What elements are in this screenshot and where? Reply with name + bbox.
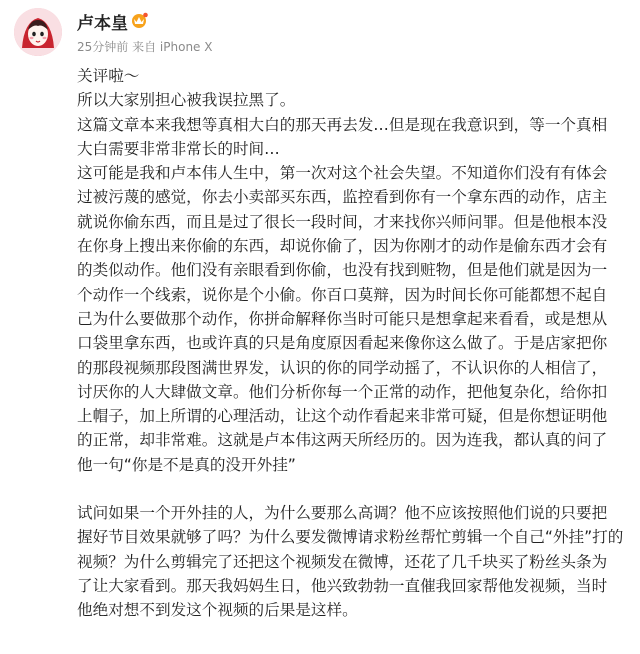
paragraph: 这篇文章本来我想等真相大白的那天再去发…但是现在我意识到，等一个真相 大白需要非常非常长的时间…: [77, 115, 608, 158]
paragraph: 关评啦～: [77, 67, 140, 85]
post-meta: [77, 38, 212, 55]
paragraph: 所以大家别担心被我误拉黑了。: [77, 91, 296, 110]
avatar[interactable]: [14, 8, 62, 56]
author-name[interactable]: 卢本皇: [77, 14, 128, 34]
avatar-girl-icon: [14, 8, 62, 56]
paragraph: 这可能是我和卢本伟人生中，第一次对这个社会失望。不知道你们没有有体会 过被污蔑的感觉，你去小卖部买东西，监控看到你有一个拿东西的动作，店主 就说你偷东西，而且是过了很长一段时间，才来找你兴师问罪。但是他根本没 在你身上搜出来你偷的东西，却说你偷了，因为你刚才的动作是偷东西才会有 的类似动作。他们没有亲眼看到你偷，也没有找到赃物，但是他们就是因为一 个动作一个线索，说你是个小偷。你百口莫辩，因为时间长你可能都想不起自 己为什么要做那个动作，你拼命解释你当时可能只是想拿起来看看，或是想从 口袋里拿东西，也或许真的只是角度原因看起来像你这么做了。于是店家把你 的那段视频那段图满世界发，认识的你的同学动摇了，不认识你的人相信了， 讨厌你的人大肆做文章。他们分析你每一个正常的动作，把他复杂化，给你扣 上帽子，加上所谓的心理活动，让这个动作看起来非常可疑，但是你想证明他 的正常，却非常难。这就是卢本伟这两天所经历的。因为连我，都认真的问了 他一句“你是不是真的没开外挂”: [77, 164, 608, 474]
post-source: 来自 iPhone X: [132, 40, 213, 54]
post-content: [77, 64, 633, 623]
post-time: 25分钟前: [77, 40, 129, 54]
paragraph-gap: [77, 477, 633, 501]
vip-crown-icon: [130, 12, 148, 28]
paragraph: 试问如果一个开外挂的人，为什么要那么高调？他不应该按照他们说的只要把 握好节目效果就够了吗？为什么要发微博请求粉丝帮忙剪辑一个自己“外挂”打的 视频？为什么剪辑完了还把这个视频发在微博，还花了几千块买了粉丝头条为 了让大家看到。那天我妈妈生日，他兴致勃勃一直催我回家帮他发视频，当时 他绝对想不到发这个视频的后果是这样。: [77, 504, 624, 620]
